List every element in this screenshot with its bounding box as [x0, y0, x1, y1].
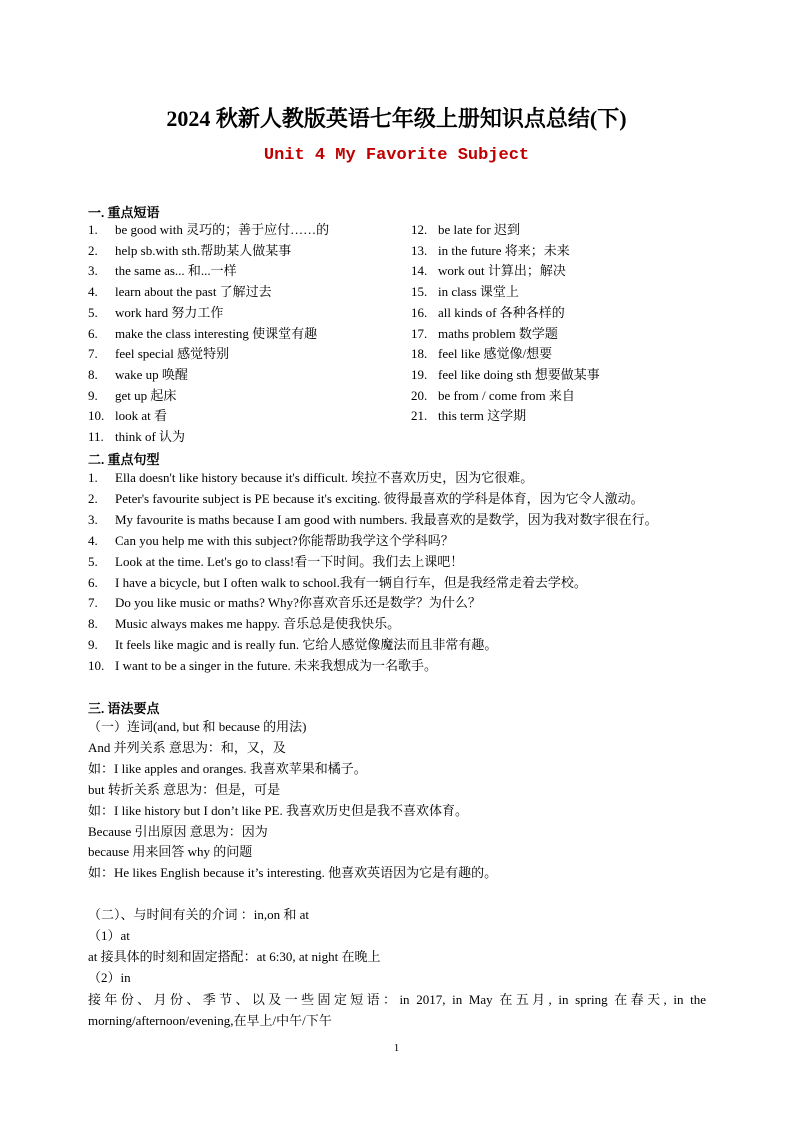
item-number: 10.: [88, 658, 105, 674]
grammar-line: because 用来回答 why 的问题: [88, 844, 253, 860]
item-number: 10.: [88, 408, 105, 424]
item-text: feel special 感觉特别: [115, 346, 230, 362]
sentence-item: [88, 554, 463, 570]
item-number: 2.: [88, 490, 98, 506]
item-text: Music always makes me happy. 音乐总是使我快乐。: [115, 616, 401, 632]
item-text: make the class interesting 使课堂有趣: [115, 325, 318, 341]
item-text: maths problem 数学题: [438, 325, 558, 341]
phrase-item: [88, 305, 223, 321]
phrase-item: [88, 284, 272, 300]
grammar-line: 如：I like history but I don’t like PE. 我喜欢历史但是我不喜欢体育。: [88, 802, 468, 818]
item-text: in class 课堂上: [438, 284, 519, 300]
item-text: the same as... 和...一样: [115, 263, 237, 279]
sentence-item: [88, 533, 454, 549]
phrase-item: [88, 326, 317, 342]
phrase-item: [411, 367, 600, 383]
item-text: look at 看: [115, 408, 167, 424]
item-text: be good with 灵巧的；善于应付……的: [115, 222, 330, 237]
phrase-item: [411, 284, 519, 300]
item-text: Can you help me with this subject?你能帮助我学这个学科吗？: [115, 532, 454, 548]
grammar-line: （一）连词(and, but 和 because 的用法): [88, 719, 307, 734]
section1-heading: 一. 重点短语: [88, 205, 160, 220]
item-text: Peter's favourite subject is PE because it's exciting. 彼得最喜欢的学科是体育，因为它令人激动。: [115, 490, 644, 506]
grammar-line: 如：I like apples and oranges. 我喜欢苹果和橘子。: [88, 760, 367, 776]
item-text: Look at the time. Let's go to class!看一下时间。我们去上课吧！: [115, 553, 464, 569]
item-number: 5.: [88, 553, 98, 569]
item-text: think of 认为: [115, 429, 186, 444]
item-text: in the future 将来；未来: [438, 242, 570, 258]
preposition-line: at 接具体的时刻和固定搭配：at 6:30, at night 在晚上: [88, 948, 381, 964]
sentence-item: [88, 470, 533, 486]
grammar-line: but 转折关系 意思为：但是，可是: [88, 781, 281, 797]
item-number: 19.: [411, 366, 428, 382]
item-number: 6.: [88, 325, 98, 341]
item-number: 2.: [88, 242, 98, 258]
item-number: 20.: [411, 387, 428, 403]
grammar-line: And 并列关系 意思为：和，又，及: [88, 739, 286, 755]
phrase-item: [88, 346, 229, 362]
item-text: be from / come from 来自: [438, 387, 575, 403]
phrase-item: [88, 367, 188, 383]
grammar-line: Because 引出原因 意思为：因为: [88, 823, 268, 839]
item-text: Do you like music or maths? Why?你喜欢音乐还是数学？为什么？: [115, 595, 481, 611]
item-text: Ella doesn't like history because it's difficult. 埃拉不喜欢历史，因为它很难。: [115, 470, 534, 485]
sentence-item: [88, 575, 587, 591]
item-number: 17.: [411, 325, 428, 341]
preposition-line: （二）、与时间有关的介词 ：in,on 和 at: [88, 907, 309, 922]
item-number: 11.: [88, 429, 104, 444]
item-number: 7.: [88, 346, 98, 362]
item-number: 7.: [88, 595, 98, 611]
item-number: 3.: [88, 263, 98, 279]
preposition-line: （2）in: [88, 969, 131, 985]
item-number: 9.: [88, 387, 98, 403]
phrase-item: [411, 263, 566, 279]
item-text: this term 这学期: [438, 408, 527, 424]
phrase-item: [411, 408, 526, 424]
phrase-item: [88, 388, 176, 404]
sentence-item: [88, 512, 658, 528]
phrase-item: [411, 346, 552, 362]
phrase-item: [88, 429, 185, 445]
item-number: 14.: [411, 263, 428, 279]
item-number: 3.: [88, 511, 98, 527]
sentence-item: [88, 658, 437, 674]
phrase-item: [411, 243, 570, 259]
item-text: feel like doing sth 想要做某事: [438, 366, 600, 382]
item-text: wake up 唤醒: [115, 366, 188, 382]
sentence-item: [88, 616, 400, 632]
preposition-line: （1）at: [88, 927, 130, 943]
sentence-item: [88, 595, 481, 611]
item-number: 5.: [88, 304, 98, 320]
item-text: It feels like magic and is really fun. 它给人感觉像魔法而且非常有趣。: [115, 637, 498, 653]
section2-heading: 二. 重点句型: [88, 452, 160, 467]
phrase-item: [411, 326, 558, 342]
grammar-line: 如：He likes English because it’s interesting. 他喜欢英语因为它是有趣的。: [88, 865, 498, 881]
section3-heading: 三. 语法要点: [88, 701, 160, 716]
item-number: 1.: [88, 470, 98, 485]
item-number: 1.: [88, 222, 98, 237]
item-number: 21.: [411, 408, 428, 424]
item-text: learn about the past 了解过去: [115, 284, 272, 300]
phrase-item: [411, 388, 575, 404]
item-number: 15.: [411, 284, 428, 300]
item-text: feel like 感觉像/想要: [438, 346, 553, 362]
phrase-item: [88, 408, 167, 424]
item-number: 6.: [88, 574, 98, 590]
item-number: 9.: [88, 637, 98, 653]
phrase-item: [411, 305, 565, 321]
item-text: I have a bicycle, but I often walk to school.我有一辆自行车，但是我经常走着去学校。: [115, 574, 587, 590]
item-number: 12.: [411, 222, 428, 237]
sentence-item: [88, 637, 497, 653]
item-number: 13.: [411, 242, 428, 258]
sentence-item: [88, 491, 644, 507]
item-text: work out 计算出；解决: [438, 263, 566, 279]
item-text: all kinds of 各种各样的: [438, 304, 565, 320]
item-number: 16.: [411, 304, 428, 320]
phrase-item: [88, 263, 237, 279]
prep-in-paragraph: 接年份、月份、季节、以及一些固定短语：in 2017, in May 在五月, in spring 在春天, in the morning/afternoon/evening,在早上/中午/下午: [88, 992, 706, 1028]
item-text: be late for 迟到: [438, 222, 520, 237]
document-title: 2024 秋新人教版英语七年级上册知识点总结(下): [166, 106, 627, 131]
item-text: help sb.with sth.帮助某人做某事: [115, 242, 292, 258]
item-text: get up 起床: [115, 387, 177, 403]
phrase-item: [88, 222, 329, 238]
item-number: 4.: [88, 532, 98, 548]
item-text: My favourite is maths because I am good with numbers. 我最喜欢的是数学，因为我对数字很在行。: [115, 511, 658, 527]
item-text: I want to be a singer in the future. 未来我想成为一名歌手。: [115, 658, 438, 674]
item-number: 8.: [88, 366, 98, 382]
item-number: 8.: [88, 616, 98, 632]
page-number: 1: [393, 1042, 400, 1054]
unit-subtitle: Unit 4 My Favorite Subject: [263, 146, 530, 165]
phrase-item: [88, 243, 291, 259]
item-number: 18.: [411, 346, 428, 362]
phrase-item: [411, 222, 520, 238]
item-text: work hard 努力工作: [115, 304, 224, 320]
item-number: 4.: [88, 284, 98, 300]
